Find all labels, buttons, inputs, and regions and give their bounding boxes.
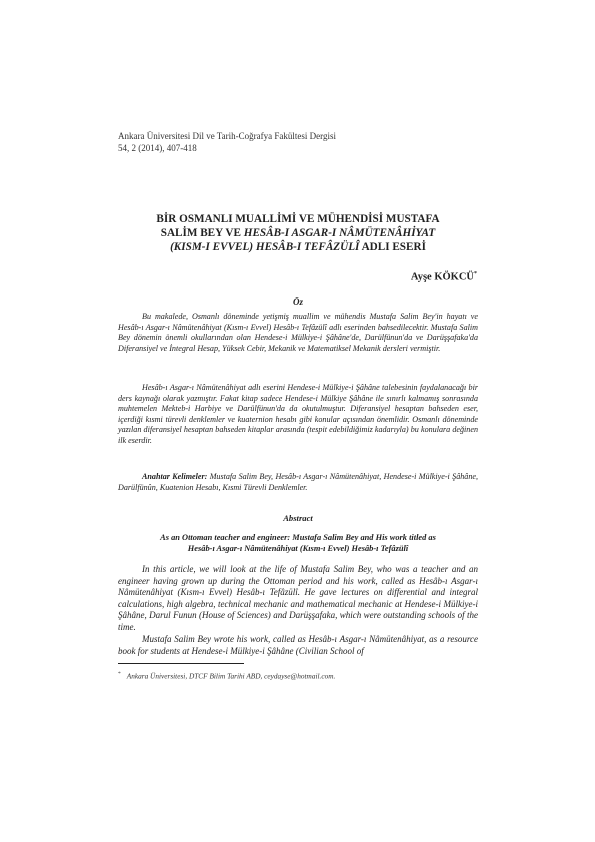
title-line-1: BİR OSMANLI MUALLİMİ VE MÜHENDİSİ MUSTAFA [156, 213, 440, 225]
footnote-mark: * [118, 671, 121, 677]
english-abstract [118, 564, 478, 634]
footnote-separator [118, 663, 244, 664]
abstract-heading: Abstract [283, 513, 313, 523]
title-line-3-italic: (KISM-I EVVEL) HESÂB-I TEFÂZÜLÎ [170, 241, 360, 253]
title-line-3-plain: ADLI ESERİ [359, 241, 426, 253]
title-line-2 [118, 226, 478, 240]
title-line-2-plain: SALİM BEY VE [160, 227, 244, 239]
keywords-label: Anahtar Kelimeler: [142, 472, 208, 481]
author-footnote-mark: * [474, 271, 477, 277]
english-abstract-2 [118, 634, 478, 657]
oz-heading: Öz [292, 297, 303, 307]
journal-volume: 54, 2 (2014), 407-418 [118, 143, 197, 153]
oz-paragraph-1: Bu makalede, Osmanlı döneminde yetişmiş muallim ve mühendis Mustafa Salim Bey'in hayatı ve Hesâb-ı Asgar-ı Nâmütenâhiyat (Kısm-ı Evvel) Hesâb-ı Tefâzülî adlı eserinden bahsedilecektir. Mustafa Salim Bey dönemin önemli okullarından olan Hendese-i Mülkiye-i Şâhâne'de, Darülfünun'da ve Darüşşafaka'da Diferansiyel ve İntegral Hesap, Yüksek Cebir, Mekanik ve Matematiksel Mekanik dersleri vermiştir. [118, 312, 478, 353]
oz-abstract [118, 312, 478, 354]
title-line-3 [118, 240, 478, 254]
journal-info [118, 130, 336, 154]
oz-abstract-2 [118, 383, 478, 447]
english-title-line-1: As an Ottoman teacher and engineer: Mustafa Salim Bey and His work titled as [160, 533, 436, 542]
keywords-text: Mustafa Salim Bey, Hesâb-ı Asgar-ı Nâmütenâhiyat, Hendese-i Mülkiye-i Şâhâne, Darülfünûn, Kuatenion Hesabı, Kısmi Türevli Denklemler. [118, 472, 478, 492]
keywords [118, 472, 478, 493]
abstract-paragraph-2: Mustafa Salim Bey wrote his work, called as Hesâb-ı Asgar-ı Nâmütenâhiyat, as a resource book for students at Hendese-i Mülkiye-i Şâhâne (Civilian School of [118, 634, 478, 656]
title-line-2-italic: HESÂB-I ASGAR-I NÂMÜTENÂHİYAT [243, 227, 436, 239]
article-title [118, 212, 478, 254]
journal-name: Ankara Üniversitesi Dil ve Tarih-Coğrafya Fakültesi Dergisi [118, 131, 336, 141]
english-title [118, 533, 478, 555]
footnote [118, 671, 335, 680]
footnote-text: Ankara Üniversitesi, DTCF Bilim Tarihi ABD, ceydayse@hotmail.com. [126, 671, 336, 681]
author-text: Ayşe KÖKCÜ [410, 271, 474, 283]
oz-paragraph-2: Hesâb-ı Asgar-ı Nâmütenâhiyat adlı eserini Hendese-i Mülkiye-i Şâhâne talebesinin faydalanacağı bir ders kaynağı olarak yazmıştır. Fakat kitap sadece Hendese-i Mülkiye Şâhâne ile sınırlı kalmamış sonrasında muhtemelen Mekteb-i Harbiye ve Darülfünun'da da okutulmuştur. Diferansiyel hesaptan bahseden eser, içerdiği kısmi türevli denklemler ve kuaternion hesabı gibi konular açısından önemlidir. Osmanlı döneminde yazılan diferansiyel hesaptan bahseden kitaplar arasında (tespit edebildiğimiz kadarıyla) bu konulara değinen ilk eserdir. [118, 383, 478, 445]
english-title-line-2: Hesâb-ı Asgar-ı Nâmütenâhiyat (Kısm-ı Evvel) Hesâb-ı Tefâzülî [187, 543, 409, 553]
author-name [411, 271, 477, 283]
abstract-paragraph-1: In this article, we will look at the life of Mustafa Salim Bey, who was a teacher and an engineer having grown up during the Ottoman period and his work, called as Hesâb-ı Asgar-ı Nâmütenâhiyat (Kısm-ı Evvel) Hesâb-ı Tefâzülî. He gave lectures on differential and integral calculations, high algebra, technical mechanic and mathematical mechanic at Hendese-i Mülkiye-i Şâhâne, Darul Funun (House of Sciences) and Darüşşafaka, which were outstanding schools of the time. [118, 564, 478, 632]
